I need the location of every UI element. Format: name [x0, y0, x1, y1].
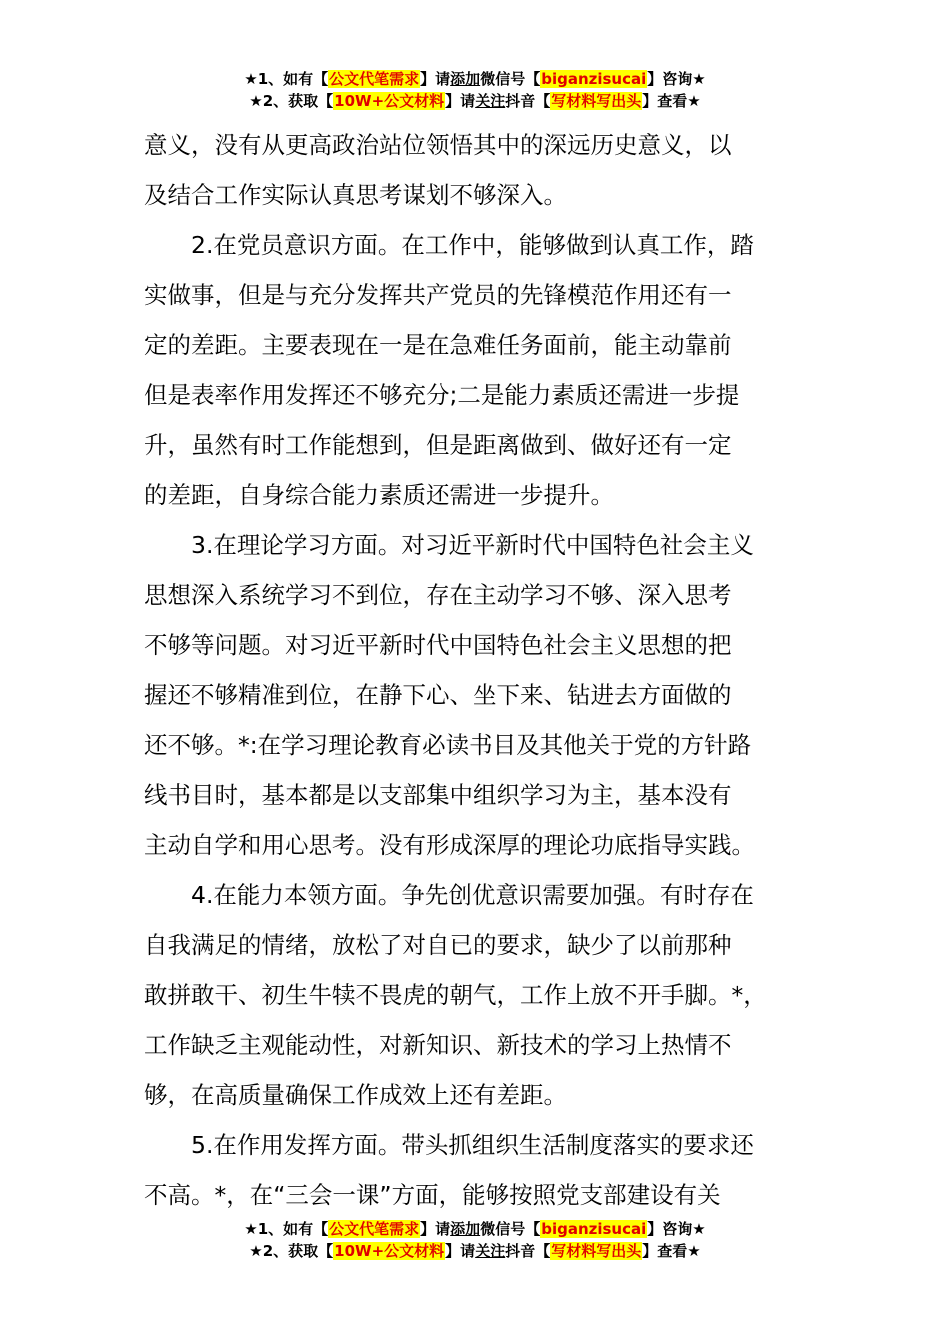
text-line: 握还不够精准到位，在静下心、坐下来、钻进去方面做的	[144, 681, 732, 709]
banner-text: 】咨询	[647, 70, 693, 88]
wechat-id-highlight: biganzisucai	[541, 1220, 647, 1238]
text-line: 的差距，自身综合能力素质还需进一步提升。	[144, 481, 614, 509]
paragraph	[144, 220, 808, 520]
text-line: 定的差距。主要表现在一是在急难任务面前，能主动靠前	[144, 331, 732, 359]
text-line: 升，虽然有时工作能想到，但是距离做到、做好还有一定	[144, 431, 732, 459]
banner-highlight: 公文代笔需求	[329, 1220, 420, 1238]
banner-highlight: 公文代笔需求	[329, 70, 420, 88]
banner-text: 】请	[420, 70, 451, 88]
banner-line-1	[0, 68, 950, 90]
banner-line-1	[0, 1218, 950, 1240]
document-body	[144, 120, 808, 1220]
text-line: 线书目时，基本都是以支部集中组织学习为主，基本没有	[144, 781, 732, 809]
banner-text-underlined: 关注	[475, 1242, 506, 1260]
banner-text-underlined: 添加	[450, 70, 481, 88]
text-line: 意义，没有从更高政治站位领悟其中的深远历史意义，以	[144, 131, 732, 159]
banner-text: 微信号【	[480, 70, 541, 88]
paragraph	[144, 870, 808, 1120]
wechat-id-highlight: biganzisucai	[541, 70, 647, 88]
text-line: 5.在作用发挥方面。带头抓组织生活制度落实的要求还	[144, 1131, 754, 1159]
douyin-highlight: 写材料写出头	[551, 92, 642, 110]
banner-text: 抖音【	[505, 92, 551, 110]
text-line: 主动自学和用心思考。没有形成深厚的理论功底指导实践。	[144, 831, 755, 859]
star-icon: ★	[692, 1220, 706, 1238]
banner-highlight: 10W+公文材料	[334, 92, 445, 110]
text-line: 还不够。*:在学习理论教育必读书目及其他关于党的方针路	[144, 731, 752, 759]
banner-text: 】请	[445, 92, 476, 110]
text-line: 不够等问题。对习近平新时代中国特色社会主义思想的把	[144, 631, 732, 659]
banner-text: 2、获取【	[262, 1242, 334, 1260]
text-line: 3.在理论学习方面。对习近平新时代中国特色社会主义	[144, 531, 754, 559]
text-line: 不高。*，在“三会一课”方面，能够按照党支部建设有关	[144, 1181, 721, 1209]
footer-banner	[0, 1218, 950, 1262]
text-line: 自我满足的情绪，放松了对自已的要求，缺少了以前那种	[144, 931, 732, 959]
banner-text: 微信号【	[480, 1220, 541, 1238]
text-line: 思想深入系统学习不到位，存在主动学习不够、深入思考	[144, 581, 732, 609]
banner-text: 】查看	[642, 92, 688, 110]
star-icon: ★	[692, 70, 706, 88]
banner-text: 1、如有【	[257, 70, 329, 88]
star-icon: ★	[249, 92, 263, 110]
star-icon: ★	[687, 1242, 701, 1260]
text-line: 实做事，但是与充分发挥共产党员的先锋模范作用还有一	[144, 281, 732, 309]
paragraph	[144, 120, 808, 220]
star-icon: ★	[244, 70, 258, 88]
banner-text-underlined: 关注	[475, 92, 506, 110]
banner-highlight: 10W+公文材料	[334, 1242, 445, 1260]
paragraph	[144, 520, 808, 870]
star-icon: ★	[244, 1220, 258, 1238]
header-banner	[0, 68, 950, 112]
text-line: 4.在能力本领方面。争先创优意识需要加强。有时存在	[144, 881, 754, 909]
banner-line-2	[0, 1240, 950, 1262]
text-line: 但是表率作用发挥还不够充分;二是能力素质还需进一步提	[144, 381, 740, 409]
banner-text-underlined: 添加	[450, 1220, 481, 1238]
star-icon: ★	[249, 1242, 263, 1260]
banner-text: 】请	[420, 1220, 451, 1238]
douyin-highlight: 写材料写出头	[551, 1242, 642, 1260]
text-line: 及结合工作实际认真思考谋划不够深入。	[144, 181, 567, 209]
banner-text: 】咨询	[647, 1220, 693, 1238]
star-icon: ★	[687, 92, 701, 110]
text-line: 2.在党员意识方面。在工作中，能够做到认真工作，踏	[144, 231, 754, 259]
text-line: 敢拼敢干、初生牛犊不畏虎的朝气，工作上放不开手脚。*，	[144, 981, 767, 1009]
banner-text: 2、获取【	[262, 92, 334, 110]
text-line: 够，在高质量确保工作成效上还有差距。	[144, 1081, 567, 1109]
banner-text: 】请	[445, 1242, 476, 1260]
banner-text: 】查看	[642, 1242, 688, 1260]
text-line: 工作缺乏主观能动性，对新知识、新技术的学习上热情不	[144, 1031, 732, 1059]
paragraph	[144, 1120, 808, 1220]
banner-line-2	[0, 90, 950, 112]
banner-text: 抖音【	[505, 1242, 551, 1260]
banner-text: 1、如有【	[257, 1220, 329, 1238]
